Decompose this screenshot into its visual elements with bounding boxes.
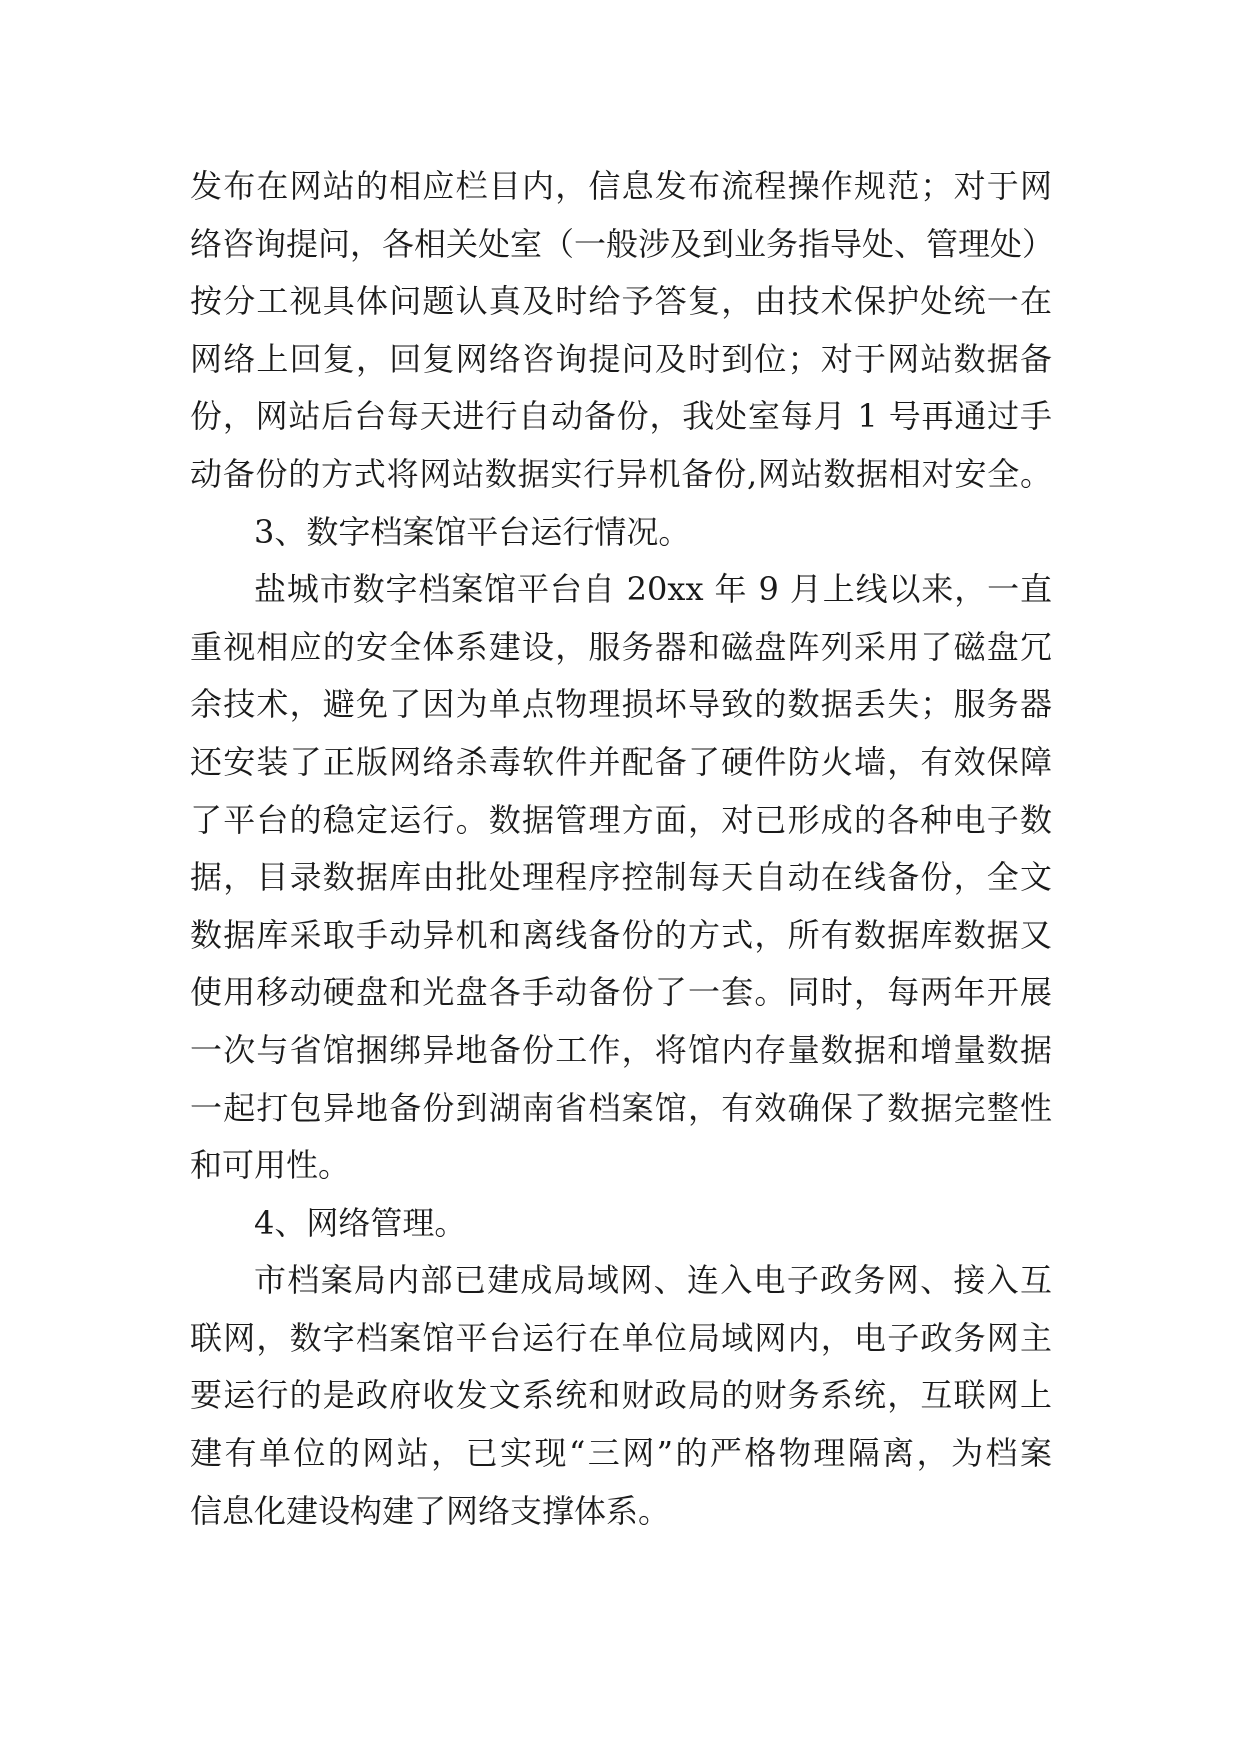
text-line: 一次与省馆捆绑异地备份工作，将馆内存量数据和增量数据 (190, 1030, 1052, 1069)
text-line: 网络上回复，回复网络咨询提问及时到位；对于网站数据备 (190, 339, 1052, 378)
text-line: 建有单位的网站，已实现“三网”的严格物理隔离，为档案 (190, 1434, 1052, 1473)
text-line: 了平台的稳定运行。数据管理方面，对已形成的各种电子数 (190, 800, 1052, 839)
text-line: 络咨询提问，各相关处室（一般涉及到业务指导处、管理处） (190, 224, 1055, 263)
text-line: 动备份的方式将网站数据实行异机备份,网站数据相对安全。 (190, 454, 1052, 493)
text-line: 一起打包异地备份到湖南省档案馆，有效确保了数据完整性 (190, 1088, 1052, 1127)
text-line: 按分工视具体问题认真及时给予答复，由技术保护处统一在 (190, 282, 1052, 321)
section-heading-3: 3、数字档案馆平台运行情况。 (254, 512, 691, 551)
text-line: 信息化建设构建了网络支撑体系。 (190, 1491, 671, 1530)
text-line: 市档案局内部已建成局域网、连入电子政务网、接入互 (254, 1261, 1052, 1300)
text-line: 重视相应的安全体系建设，服务器和磁盘阵列采用了磁盘冗 (190, 627, 1052, 666)
text-line: 据，目录数据库由批处理程序控制每天自动在线备份，全文 (190, 858, 1052, 897)
text-line: 要运行的是政府收发文系统和财政局的财务系统，互联网上 (190, 1376, 1052, 1415)
text-line: 份，网站后台每天进行自动备份，我处室每月 1 号再通过手 (190, 397, 1052, 436)
text-line: 盐城市数字档案馆平台自 20xx 年 9 月上线以来，一直 (254, 570, 1052, 609)
text-line: 还安装了正版网络杀毒软件并配备了硬件防火墙，有效保障 (190, 742, 1052, 781)
text-line: 联网，数字档案馆平台运行在单位局域网内，电子政务网主 (190, 1318, 1052, 1357)
text-line: 余技术，避免了因为单点物理损坏导致的数据丢失；服务器 (190, 685, 1052, 724)
text-line: 使用移动硬盘和光盘各手动备份了一套。同时，每两年开展 (190, 973, 1052, 1012)
text-line: 数据库采取手动异机和离线备份的方式，所有数据库数据又 (190, 915, 1052, 954)
document-body (190, 158, 1055, 1540)
section-heading-4: 4、网络管理。 (254, 1203, 467, 1242)
text-line: 发布在网站的相应栏目内，信息发布流程操作规范；对于网 (190, 167, 1052, 205)
text-line: 和可用性。 (190, 1146, 351, 1185)
